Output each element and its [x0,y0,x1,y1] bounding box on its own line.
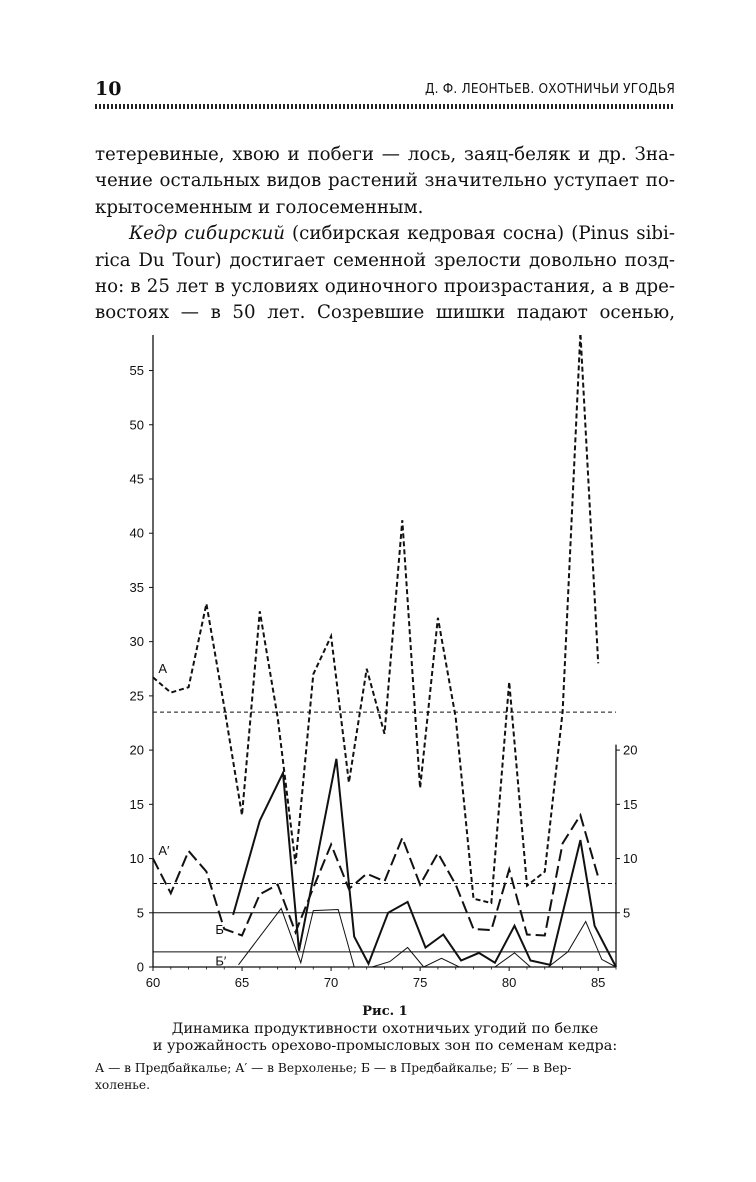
text-fragment: (сибирская кедровая сосна) (Pinus sibi- [284,223,676,245]
page-header [95,78,675,104]
y-tick-label: 35 [129,579,144,595]
series-label: А [158,660,168,676]
text-line: но: в 25 лет в условиях одиночного произрастания, а в дре- [95,276,675,298]
header-rule [95,104,675,109]
series-label: Б [215,922,224,938]
series-line-thick-solid [233,759,616,967]
paragraph-start [95,221,675,247]
x-tick-label: 60 [145,975,161,990]
y-tick-label: 45 [129,471,144,487]
x-tick-label: 70 [323,975,339,990]
text-line: rica Du Tour) достигает семенной зрелости довольно позд- [95,249,675,271]
x-tick-label: 65 [234,975,250,990]
x-tick-label: 75 [412,975,428,990]
y-tick-label: 50 [129,417,144,433]
y-right-tick-label: 10 [623,851,638,867]
y-right-tick-label: 20 [623,742,638,758]
figure-title-line: и урожайность орехово-промысловых зон по семенам кедра: [152,1038,618,1054]
text-line: крытосеменным и голосеменным. [95,196,424,218]
figure-legend [95,1060,675,1094]
y-tick-label: 25 [129,688,144,704]
y-tick-label: 15 [129,796,144,812]
body-text [95,142,675,327]
y-tick-label: 55 [129,363,144,379]
y-right-tick-label: 15 [623,796,638,812]
y-tick-label: 30 [129,634,144,650]
page-number: 10 [95,78,122,100]
figure-label: Рис. 1 [362,1004,408,1019]
series-line-short-dash [153,335,598,903]
legend-line: холенье. [95,1078,151,1092]
series-label: Б′ [215,953,227,969]
species-name: Кедр сибирский [129,223,285,245]
series-line-long-dash [153,815,598,938]
x-tick-label: 85 [590,975,606,990]
text-line: востоях — в 50 лет. Созревшие шишки падают осенью, [95,302,675,324]
y-tick-label: 0 [136,959,144,975]
text-line: чение остальных видов растений значительно уступает по- [95,170,675,192]
series-label: А′ [158,842,170,858]
running-title: Д. Ф. ЛЕОНТЬЕВ. ОХОТНИЧЬИ УГОДЬЯ [424,81,675,97]
x-tick-label: 80 [501,975,517,990]
y-tick-label: 5 [136,905,144,921]
text-line: тетеревиные, хвою и побеги — лось, заяц-беляк и др. Зна- [95,144,675,165]
y-tick-label: 20 [129,742,144,758]
figure-chart [95,335,655,1005]
y-tick-label: 10 [129,851,144,867]
legend-line: А — в Предбайкалье; А′ — в Верхоленье; Б — в Предбайкалье; Б′ — в Вер- [95,1061,572,1075]
figure-caption [95,1004,675,1055]
figure-title-line: Динамика продуктивности охотничьих угодий по белке [171,1021,599,1037]
y-tick-label: 40 [129,525,144,541]
y-right-tick-label: 5 [623,905,631,921]
